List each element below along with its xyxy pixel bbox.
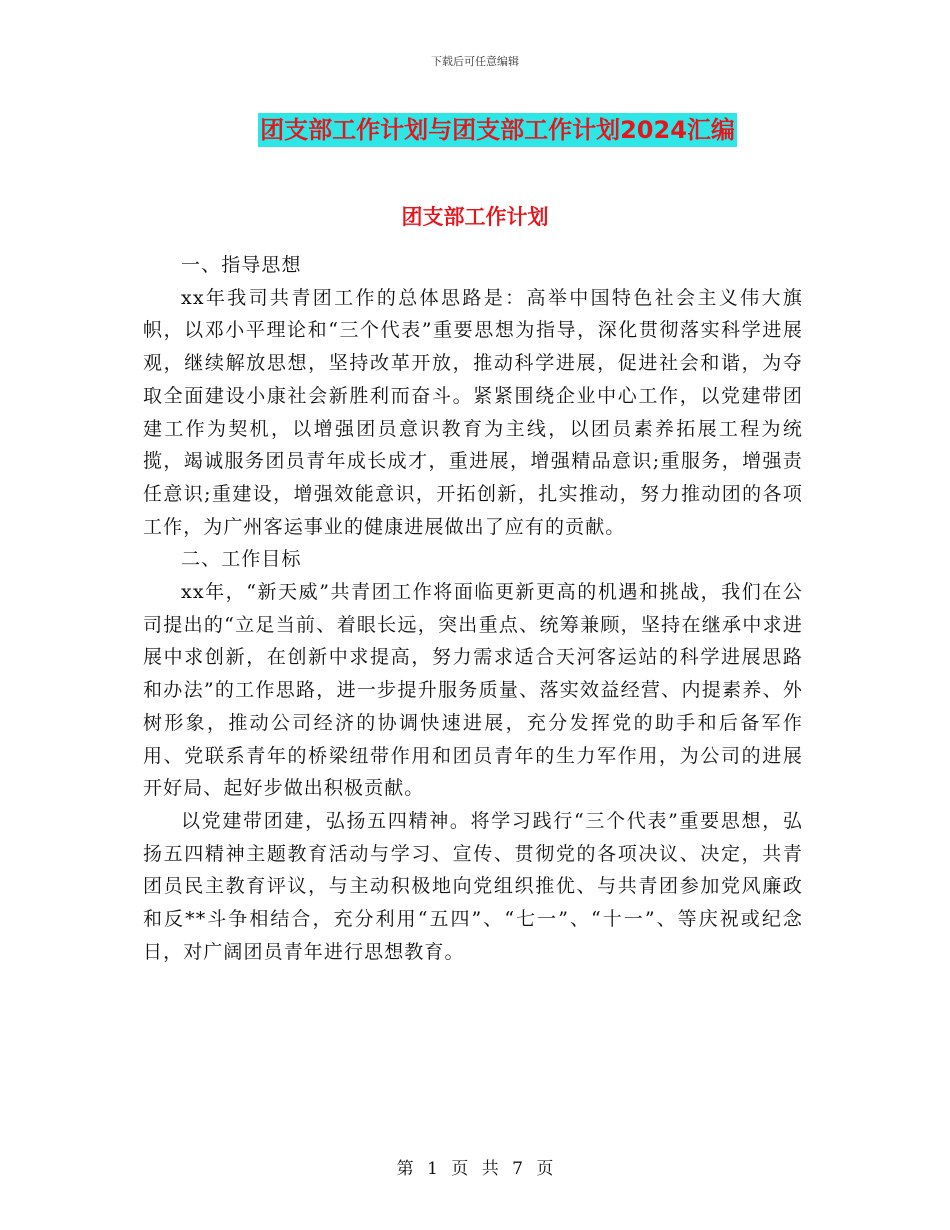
paragraph-work-goals: xx年，“新天威”共青团工作将面临更新更高的机遇和挑战，我们在公司提出的“立足当前、着眼长远，突出重点、统筹兼顾，坚持在继承中求进展中求创新，在创新中求提高，努力需求适合天河客运站的科学进展思路和办法”的工作思路，进一步提升服务质量、落实效益经营、内提素养、外树形象，推动公司经济的协调快速进展，充分发挥党的助手和后备军作用、党联系青年的桥梁纽带作用和团员青年的生力军作用，为公司的进展开好局、起好步做出积极贡献。	[143, 581, 803, 800]
header-note: 下载后可任意编辑	[431, 55, 519, 68]
paragraph-overall-approach: xx年我司共青团工作的总体思路是：高举中国特色社会主义伟大旗帜，以邓小平理论和“三个代表”重要思想为指导，深化贯彻落实科学进展观，继续解放思想，坚持改革开放，推动科学进展，促进社会和谐，为夺取全面建设小康社会新胜利而奋斗。紧紧围绕企业中心工作，以党建带团建工作为契机，以增强团员意识教育为主线，以团员素养拓展工程为统揽，竭诚服务团员青年成长成才，重进展，增强精品意识;重服务，增强责任意识;重建设，增强效能意识，开拓创新，扎实推动，努力推动团的各项工作，为广州客运事业的健康进展做出了应有的贡献。	[143, 286, 803, 538]
document-title: 团支部工作计划与团支部工作计划2024汇编	[258, 113, 737, 147]
heading-guiding-ideology: 一、指导思想	[181, 254, 302, 276]
section-title: 团支部工作计划	[401, 205, 549, 229]
heading-work-goals: 二、工作目标	[181, 548, 302, 571]
paragraph-party-building: 以党建带团建，弘扬五四精神。将学习践行“三个代表”重要思想，弘扬五四精神主题教育活动与学习、宣传、贯彻党的各项决议、决定，共青团员民主教育评议，与主动积极地向党组织推优、与共青团参加党风廉政和反**斗争相结合，充分利用“五四”、“七一”、“十一”、等庆祝或纪念日，对广阔团员青年进行思想教育。	[143, 809, 803, 963]
document-title-wrap	[0, 113, 950, 147]
document-body	[143, 249, 803, 968]
page-number-footer: 第 1 页 共 7 页	[396, 1159, 554, 1179]
